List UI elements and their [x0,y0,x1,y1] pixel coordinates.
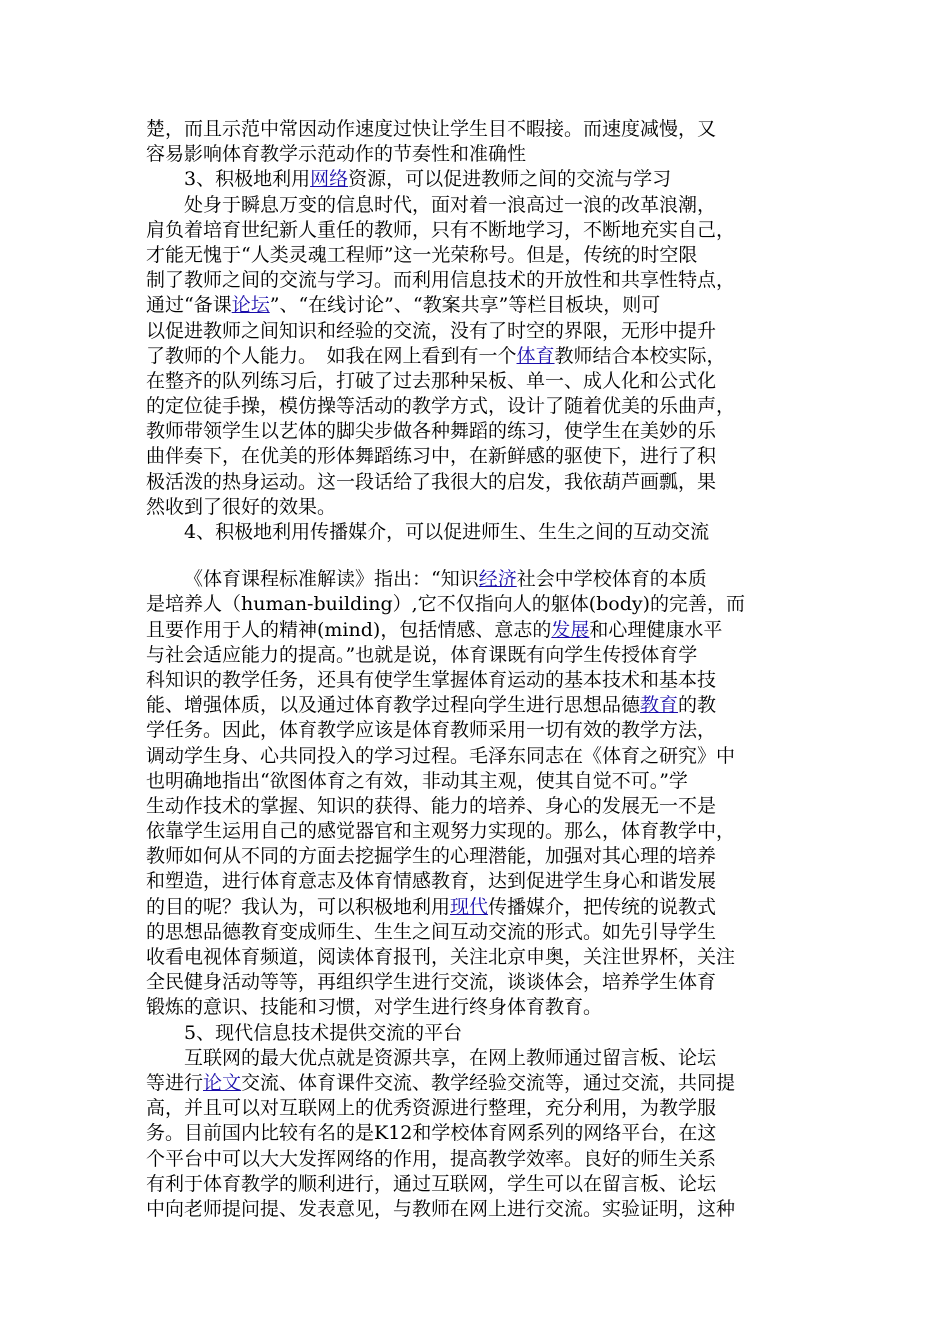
text-run: 是培养人（human-building）,它不仅指向人的躯体(body)的完善，而 [146,593,746,616]
text-run: 个平台中可以大大发挥网络的作用，提高教学效率。良好的师生关系 [146,1147,717,1170]
text-line [146,869,816,894]
text-line [146,193,816,218]
text-run: 依靠学生运用自己的感觉器官和主观努力实现的。那么，体育教学中， [146,820,736,843]
text-run: 与社会适应能力的提高。”也就是说，体育课既有向学生传授体育学 [146,643,698,666]
text-run: 生动作技术的掌握、知识的获得、能力的培养、身心的发展无一不是 [146,794,717,817]
text-run: 教师带领学生以艺体的脚尖步做各种舞蹈的练习，使学生在美妙的乐 [146,420,717,443]
inline-link[interactable]: 经济 [478,568,517,591]
text-run: 收看电视体育频道，阅读体育报刊，关注北京申奥，关注世界杯，关注 [146,946,736,968]
text-run: 的定位徒手操，模仿操等活动的教学方式，设计了随着优美的乐曲声， [146,395,736,418]
text-run: 中向老师提问提、发表意见，与教师在网上进行交流。实验证明，这种 [146,1197,736,1220]
text-run: 和心理健康水平 [589,618,723,641]
text-line [146,819,816,844]
text-line [146,243,816,268]
text-run: ”、“在线讨论”、“教案共享”等栏目板块，则可 [269,294,661,317]
text-run: 楚，而且示范中常因动作速度过快让学生目不暇接。而速度减慢，又 [146,118,717,140]
text-line [146,643,816,668]
text-line [146,444,816,469]
text-line [146,520,816,545]
text-line [146,470,816,495]
inline-link[interactable]: 发展 [551,618,590,641]
text-line [146,293,816,318]
blank-line [146,545,816,567]
document-body [146,117,816,1222]
text-run: 务。目前国内比较有名的是K12和学校体育网系列的网络平台，在这 [146,1122,717,1145]
text-run: 学任务。因此，体育教学应该是体育教师采用一切有效的教学方法， [146,719,717,742]
text-line [146,995,816,1020]
inline-link[interactable]: 论坛 [231,294,270,317]
text-line [146,495,816,520]
text-run: 曲伴奏下，在优美的形体舞蹈练习中，在新鲜感的驱使下，进行了积 [146,445,717,468]
text-run: 交流、体育课件交流、教学经验交流等，通过交流，共同提 [241,1071,736,1094]
text-line [146,693,816,718]
text-line [146,1096,816,1121]
text-run: 才能无愧于“人类灵魂工程师”这一光荣称号。但是，传统的时空限 [146,243,698,266]
text-line [146,167,816,192]
text-run: 和塑造，进行体育意志及体育情感教育，达到促进学生身心和谐发展 [146,870,717,893]
text-line [146,895,816,920]
text-line [146,268,816,293]
text-run: 《体育课程标准解读》指出：“知识 [184,568,479,591]
text-line [146,344,816,369]
text-run: 制了教师之间的交流与学习。而利用信息技术的开放性和共享性特点， [146,269,736,292]
text-line [146,218,816,243]
text-run: 的目的呢？我认为，可以积极地利用 [146,895,451,918]
text-line [146,769,816,794]
text-line [146,142,816,167]
text-run: 且要作用于人的精神(mind)，包括情感、意志的 [146,618,552,641]
inline-link[interactable]: 网络 [310,168,349,191]
text-run: 的思想品德教育变成师生、生生之间互动交流的形式。如先引导学生 [146,920,717,943]
text-line [146,1046,816,1071]
text-run: 然收到了很好的效果。 [146,495,337,518]
text-run: 传播媒介，把传统的说教式 [488,895,717,918]
text-run: 5、现代信息技术提供交流的平台 [184,1021,463,1044]
inline-link[interactable]: 论文 [203,1071,242,1094]
text-line [146,920,816,945]
text-run: 容易影响体育教学示范动作的节奏性和准确性 [146,143,527,166]
text-line [146,319,816,344]
text-run: 肩负着培育世纪新人重任的教师，只有不断地学习，不断地充实自己， [146,218,736,241]
text-run: 在整齐的队列练习后，打破了过去那种呆板、单一、成人化和公式化 [146,369,717,392]
text-run: 也明确地指出“欲图体育之有效，非动其主观，使其自觉不可。”学 [146,769,688,792]
text-line [146,394,816,419]
text-run: 3、积极地利用 [184,168,311,191]
text-line [146,1121,816,1146]
text-run: 极活泼的热身运动。这一段话给了我很大的启发，我依葫芦画瓢，果 [146,470,717,493]
text-run: 全民健身活动等等，再组织学生进行交流，谈谈体会，培养学生体育 [146,971,717,994]
text-run: 教师如何从不同的方面去挖掘学生的心理潜能，加强对其心理的培养 [146,845,717,868]
text-run: 调动学生身、心共同投入的学习过程。毛泽东同志在《体育之研究》中 [146,744,736,767]
text-line [146,1147,816,1172]
inline-link[interactable]: 现代 [450,895,489,918]
text-run: 4、积极地利用传播媒介，可以促进师生、生生之间的互动交流 [184,521,710,543]
text-run: 有利于体育教学的顺利进行，通过互联网，学生可以在留言板、论坛 [146,1172,717,1195]
text-line [146,419,816,444]
text-run: 资源，可以促进教师之间的交流与学习 [348,168,672,191]
text-line [146,592,816,617]
text-line [146,945,816,970]
text-line [146,744,816,769]
text-line [146,1021,816,1046]
text-line [146,718,816,743]
text-run: 通过“备课 [146,294,232,317]
text-line [146,618,816,643]
text-line [146,1172,816,1197]
text-run: 以促进教师之间知识和经验的交流，没有了时空的界限，无形中提升 [146,319,717,342]
text-run: 锻炼的意识、技能和习惯，对学生进行终身体育教育。 [146,996,603,1019]
text-run: 处身于瞬息万变的信息时代，面对着一浪高过一浪的改革浪潮， [184,193,717,216]
text-line [146,369,816,394]
text-run: 教师结合本校实际， [554,344,726,367]
text-line [146,668,816,693]
text-line [146,970,816,995]
text-line [146,117,816,142]
text-run: 社会中学校体育的本质 [516,568,707,591]
inline-link[interactable]: 教育 [640,694,679,717]
text-run: 科知识的教学任务，还具有使学生掌握体育运动的基本技术和基本技 [146,668,717,691]
text-run: 互联网的最大优点就是资源共享，在网上教师通过留言板、论坛 [184,1046,717,1069]
text-run: 等进行 [146,1071,204,1094]
text-line [146,567,816,592]
text-line [146,844,816,869]
text-run: 能、增强体质，以及通过体育教学过程向学生进行思想品德 [146,694,641,717]
text-run: 的教 [678,694,717,717]
text-line [146,1071,816,1096]
text-line [146,1197,816,1222]
text-run: 了教师的个人能力。 如我在网上看到有一个 [146,344,517,367]
inline-link[interactable]: 体育 [516,344,555,367]
text-run: 高，并且可以对互联网上的优秀资源进行整理，充分利用，为教学服 [146,1097,717,1120]
text-line [146,794,816,819]
